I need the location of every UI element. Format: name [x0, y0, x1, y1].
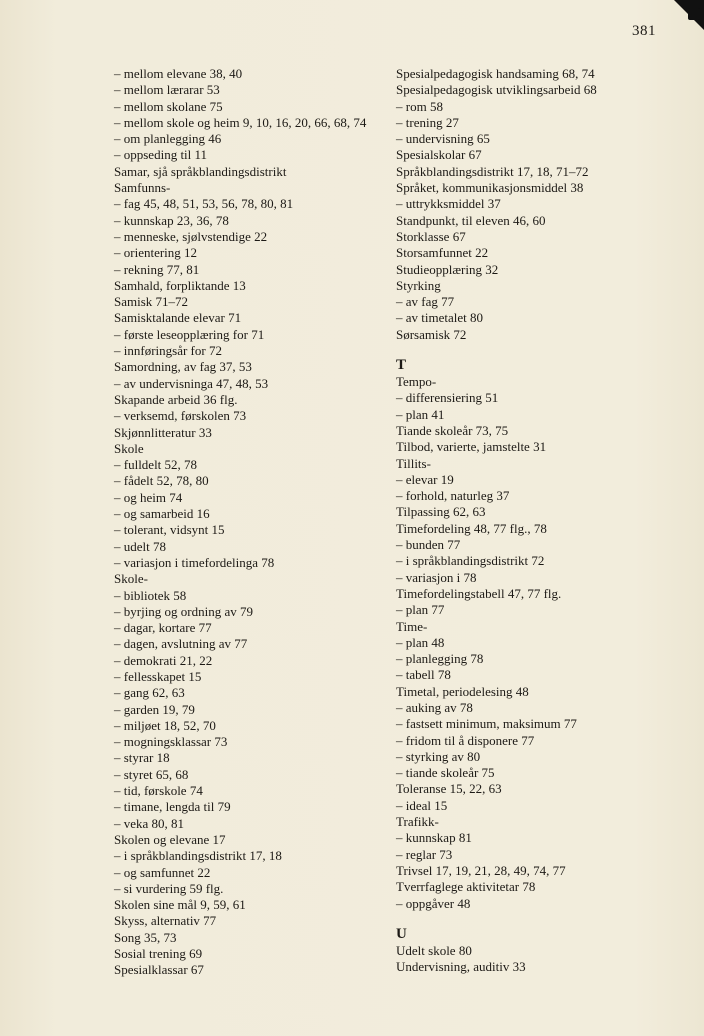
index-entry: Studieopplæring 32	[396, 261, 499, 277]
index-entry: Trafikk-	[396, 814, 439, 830]
index-entry: Språket, kommunikasjonsmiddel 38	[396, 180, 584, 196]
index-entry: – variasjon i 78	[396, 569, 477, 585]
index-entry: – om planlegging 46	[114, 131, 222, 147]
index-entry: Skyss, alternativ 77	[114, 913, 217, 929]
index-entry: – tabell 78	[396, 667, 451, 683]
index-entry: Tilbod, varierte, jamstelte 31	[396, 439, 547, 455]
index-entry: – rom 58	[396, 98, 443, 114]
index-entry: – forhold, naturleg 37	[396, 488, 510, 504]
page-number: 381	[632, 23, 656, 39]
index-entry: – styrking av 80	[396, 748, 481, 764]
index-entry: – gang 62, 63	[114, 685, 185, 701]
index-entry: Skapande arbeid 36 flg.	[114, 391, 238, 407]
index-entry: – og heim 74	[114, 489, 183, 505]
index-entry: – uttrykksmiddel 37	[396, 196, 501, 212]
index-entry: – plan 77	[396, 602, 445, 618]
index-entry: – tiande skoleår 75	[396, 765, 495, 781]
index-entry: – styrar 18	[114, 750, 170, 766]
index-entry: Timefordeling 48, 77 flg., 78	[396, 520, 547, 536]
index-entry: Song 35, 73	[114, 929, 177, 945]
index-entry: Timetal, periodelesing 48	[396, 683, 529, 699]
index-entry: – plan 41	[396, 406, 445, 422]
index-entry: – verksemd, førskolen 73	[114, 408, 247, 424]
index-entry: – rekning 77, 81	[114, 261, 200, 277]
index-entry: – undervisning 65	[396, 131, 490, 147]
index-entry: Samisktalande elevar 71	[114, 310, 242, 326]
index-section-s	[396, 66, 686, 343]
index-entry: Spesialskolar 67	[396, 147, 482, 163]
index-entry: Skolen og elevane 17	[114, 831, 226, 847]
index-entry: Spesialpedagogisk handsaming 68, 74	[396, 66, 595, 81]
index-entry: – dagen, avslutning av 77	[114, 636, 248, 652]
section-letter-u: U	[396, 925, 407, 942]
index-entry: – i språkblandingsdistrikt 72	[396, 553, 545, 569]
index-entry: Udelt skole 80	[396, 942, 472, 958]
index-entry: – planlegging 78	[396, 651, 484, 667]
index-entry: Tiande skoleår 73, 75	[396, 422, 509, 438]
index-entry: Undervisning, auditiv 33	[396, 959, 526, 975]
index-entry: – fag 45, 48, 51, 53, 56, 78, 80, 81	[114, 196, 294, 212]
index-entry: Skolen sine mål 9, 59, 61	[114, 897, 246, 913]
index-entry: – oppgåver 48	[396, 895, 471, 911]
index-entry: – veka 80, 81	[114, 815, 185, 831]
index-entry: – innføringsår for 72	[114, 343, 222, 359]
index-entry: Språkblandingsdistrikt 17, 18, 71–72	[396, 163, 589, 179]
index-entry: Timefordelingstabell 47, 77 flg.	[396, 585, 562, 601]
corner-tab-mark	[674, 0, 704, 30]
index-entry: – ideal 15	[396, 797, 448, 813]
index-entry: – reglar 73	[396, 846, 453, 862]
index-entry: – av undervisninga 47, 48, 53	[114, 375, 269, 391]
index-entry: Storklasse 67	[396, 228, 466, 244]
index-entry: Skole-	[114, 571, 148, 587]
index-entry: – garden 19, 79	[114, 701, 195, 717]
index-entry: Samordning, av fag 37, 53	[114, 359, 252, 375]
index-entry: – mogningsklassar 73	[114, 734, 228, 750]
index-entry: – plan 48	[396, 634, 445, 650]
index-entry: – trening 27	[396, 114, 459, 130]
index-entry: – bibliotek 58	[114, 587, 187, 603]
index-entry: – timane, lengda til 79	[114, 799, 231, 815]
index-entry: Sosial trening 69	[114, 946, 203, 962]
index-entry: Toleranse 15, 22, 63	[396, 781, 502, 797]
index-entry: – mellom skole og heim 9, 10, 16, 20, 66, 68, 74	[114, 114, 367, 130]
index-entry: Sørsamisk 72	[396, 326, 467, 342]
index-entry: – dagar, kortare 77	[114, 620, 212, 636]
index-entry: Styrking	[396, 277, 441, 293]
index-entry: Tempo-	[396, 374, 437, 390]
index-entry: Tverrfaglege aktivitetar 78	[396, 879, 536, 895]
index-entry: – første leseopplæring for 71	[114, 326, 265, 342]
index-entry: – tolerant, vidsynt 15	[114, 522, 225, 538]
index-entry: Samfunns-	[114, 180, 171, 196]
index-entry: – miljøet 18, 52, 70	[114, 717, 216, 733]
index-entry: – mellom lærarar 53	[114, 82, 220, 98]
index-entry: – auking av 78	[396, 699, 473, 715]
index-entry: – fellesskapet 15	[114, 668, 202, 684]
index-entry: – si vurdering 59 flg.	[114, 880, 224, 896]
index-entry: Standpunkt, til eleven 46, 60	[396, 212, 546, 228]
index-section-t	[396, 374, 686, 912]
section-gap	[396, 343, 686, 356]
index-entry: Skole	[114, 440, 144, 456]
index-entry: – variasjon i timefordelinga 78	[114, 554, 275, 570]
index-entry: Tillits-	[396, 455, 431, 471]
index-entry: – kunnskap 23, 36, 78	[114, 212, 229, 228]
index-entry: – oppseding til 11	[114, 147, 208, 163]
index-entry: Samhald, forpliktande 13	[114, 277, 246, 293]
index-entry: – orientering 12	[114, 245, 198, 261]
index-entry: – mellom elevane 38, 40	[114, 66, 243, 81]
index-entry: – fastsett minimum, maksimum 77	[396, 716, 577, 732]
index-entry: – fridom til å disponere 77	[396, 732, 535, 748]
index-entry: Tilpassing 62, 63	[396, 504, 486, 520]
index-entry: Spesialklassar 67	[114, 962, 204, 978]
index-entry: Spesialpedagogisk utviklingsarbeid 68	[396, 82, 597, 98]
index-entry: – av timetalet 80	[396, 310, 484, 326]
index-entry: Storsamfunnet 22	[396, 245, 489, 261]
index-entry: – byrjing og ordning av 79	[114, 603, 254, 619]
index-entry: – elevar 19	[396, 471, 454, 487]
index-entry: – menneske, sjølvstendige 22	[114, 228, 268, 244]
index-column-right	[396, 66, 686, 975]
index-entry: Samisk 71–72	[114, 294, 189, 310]
index-entry: – differensiering 51	[396, 390, 499, 406]
section-letter-t: T	[396, 357, 407, 374]
index-entry: – kunnskap 81	[396, 830, 472, 846]
index-entry: – mellom skolane 75	[114, 98, 223, 114]
index-entry: Skjønnlitteratur 33	[114, 424, 212, 440]
section-gap	[396, 912, 686, 925]
index-entry: – og samarbeid 16	[114, 506, 210, 522]
index-column-left	[114, 66, 404, 979]
index-entry: – demokrati 21, 22	[114, 652, 213, 668]
index-entry: – bunden 77	[396, 537, 461, 553]
index-entry: Samar, sjå språkblandingsdistrikt	[114, 163, 287, 179]
index-entry: – fådelt 52, 78, 80	[114, 473, 209, 489]
index-entry: – av fag 77	[396, 294, 455, 310]
index-entry: – tid, førskole 74	[114, 783, 203, 799]
index-section-u	[396, 943, 686, 976]
index-entry: – og samfunnet 22	[114, 864, 211, 880]
index-entry: Trivsel 17, 19, 21, 28, 49, 74, 77	[396, 862, 566, 878]
index-entry: – styret 65, 68	[114, 766, 189, 782]
index-entry: Time-	[396, 618, 428, 634]
index-entry: – i språkblandingsdistrikt 17, 18	[114, 848, 282, 864]
index-entry: – fulldelt 52, 78	[114, 457, 198, 473]
index-entry: – udelt 78	[114, 538, 166, 554]
